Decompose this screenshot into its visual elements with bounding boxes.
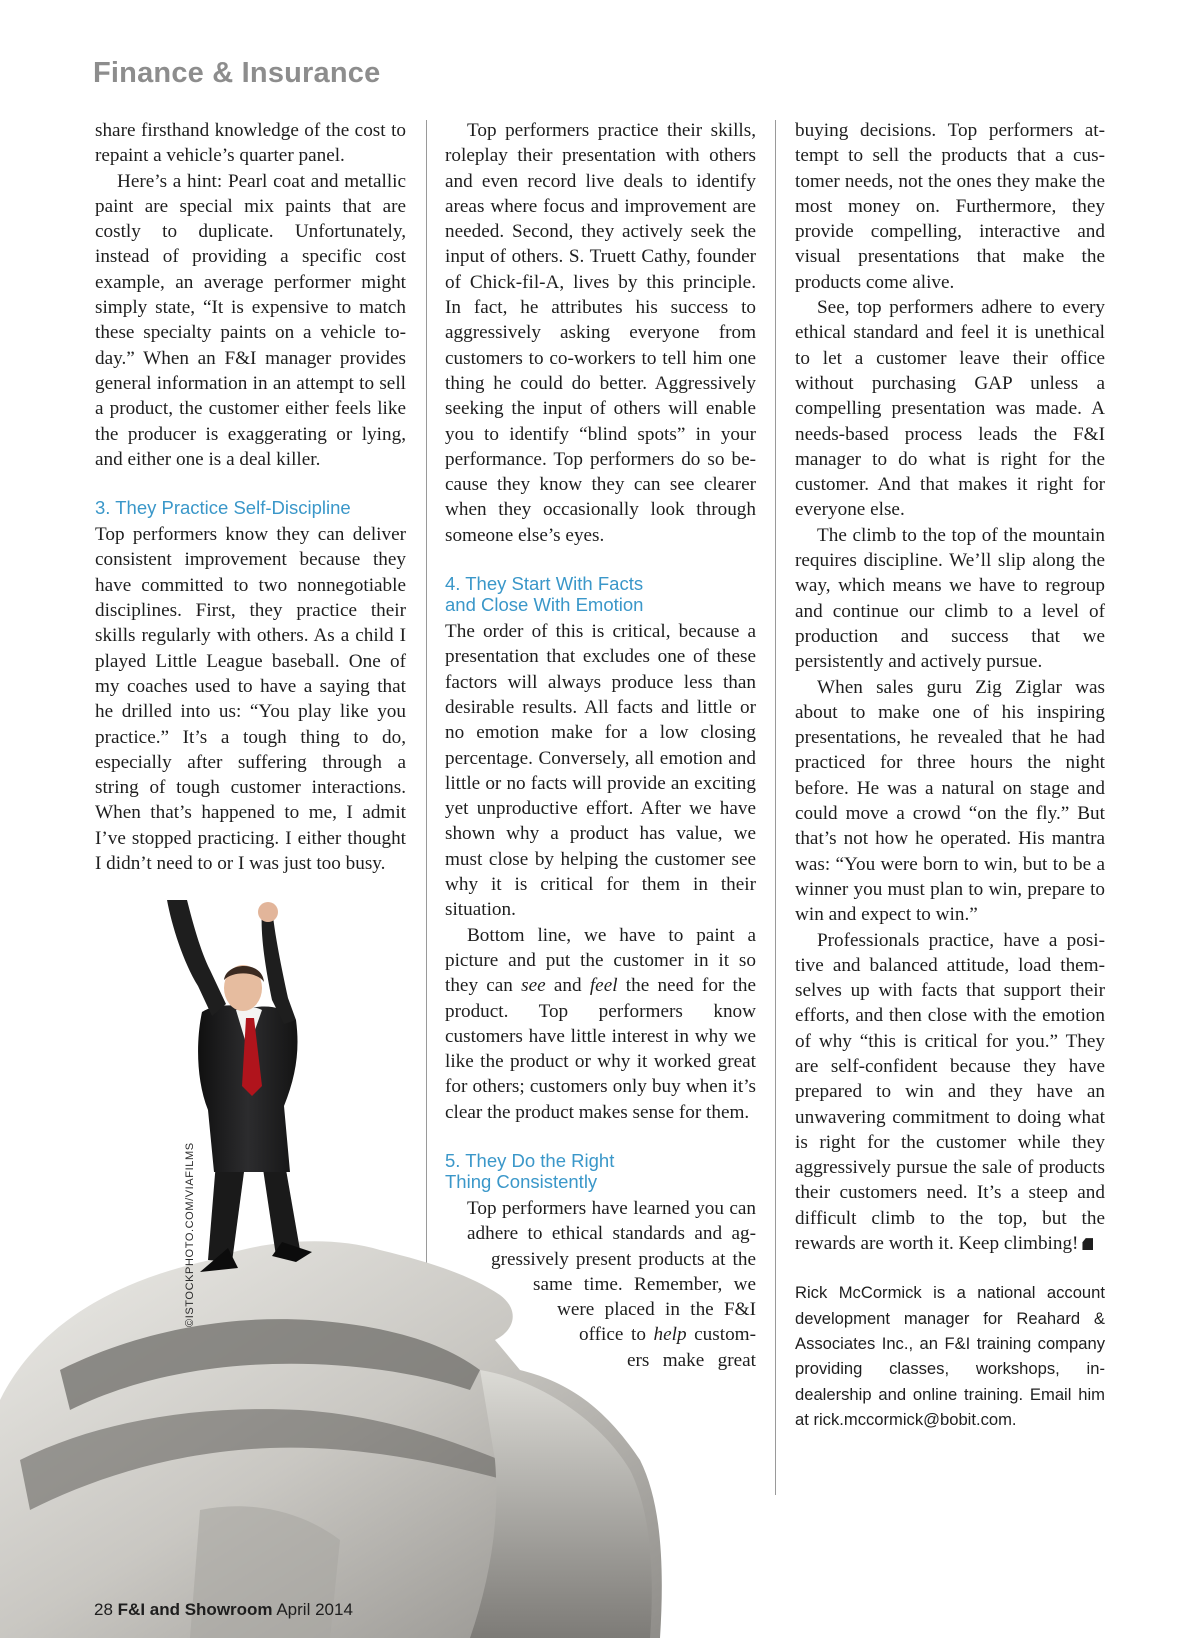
paragraph	[795, 928, 1105, 1257]
emphasis-see: see	[521, 975, 546, 997]
column-rule-right	[775, 120, 776, 1495]
text-line	[557, 1322, 756, 1347]
subhead-facts-emotion	[445, 573, 756, 615]
text-line: ers make great	[627, 1349, 756, 1371]
paragraph: The climb to the top of the mountain requires discipline. We’ll slip along the way, which means we have to regroup and continue our climb to a level of production and success that we persistently and actively pursue.	[795, 524, 1105, 673]
paragraph: The order of this is critical, because a presentation that excludes one of these factors will always produce less than desirable results. All facts and little or no emotion make for a low closing percentage. Conversely, all emotion and little or no facts will provide an exciting yet unproductive effort. After we have shown why a product has value, we must close by helping the customer see why it is critical for them in their situation.	[445, 621, 756, 921]
paragraph: When sales guru Zig Ziglar was about to make one of his inspiring presentations, he revealed that he had practiced for three hours the night before. He was a natural on stage and could move a crowd “on the fly.” But that’s not how he operated. His mantra was: “You were born to win, but to be a winner you must plan to win, prepare to win and expect to win.”	[795, 676, 1105, 926]
text-line: gressively present products at the	[491, 1248, 756, 1270]
text-line: same time. Remember, we	[533, 1273, 756, 1295]
text-run: Bottom line, we have to paint a picture and put the customer in it so they can	[445, 924, 756, 997]
photo-credit: ©ISTOCKPHOTO.COM/VIAFILMS	[184, 1142, 196, 1327]
paragraph: Here’s a hint: Pearl coat and metallic paint are special mix paints that are costly to duplicate. Unfortunately, instead of providing a specific cost example, an average performer might simply state, “It is expensive to match these specialty paints on a vehicle today.” When an F&I manager provides general information in an attempt to sell a product, the customer either feels like the producer is exaggerating or lying, and either one is a deal killer.	[95, 170, 406, 470]
section-title: Finance & Insurance	[93, 57, 381, 89]
publication-name: F&I and Showroom	[117, 1600, 273, 1619]
text-run: the need for the product. Top performers know customers have little interest in why we like the product or why it worked great for others; customers only buy when it’s clear the product makes sense for them.	[445, 975, 756, 1123]
issue-date: April 2014	[276, 1600, 353, 1619]
text-run: and	[545, 975, 590, 997]
emphasis-help: help	[653, 1324, 687, 1346]
subhead-line: 4. They Start With Facts	[445, 573, 644, 595]
subhead-right-thing	[445, 1150, 756, 1192]
text-run: custom-	[686, 1324, 756, 1346]
text-run: Professionals practice, have a positive and balanced attitude, load themselves up with facts that support their efforts, and then close with the emotion of why “this is critical for you.” They are self-confident because they have prepared to win and they have an unwavering commitment to doing what is right for the customer while they aggressively pursue the sale of products their customers need. It’s a steep and difficult climb to the top, but the rewards are worth it. Keep climbing!	[795, 929, 1105, 1255]
paragraph: See, top performers adhere to every ethical standard and feel it is unethical to let a customer leave their office without purchasing GAP unless a compelling presentation was made. A needs-based process leads the F&I manager to do what is right for the customer. And that makes it right for everyone else.	[795, 297, 1105, 521]
article-column-2	[445, 118, 756, 1373]
paragraph: Top performers practice their skills, roleplay their presentation with others and even record live deals to identify areas where focus and improvement are needed. Second, they actively seek the input of others. S. Truett Cathy, founder of Chick-fil-A, lives by this principle. In fact, he attributes his success to aggressively asking everyone from customers to co-workers to tell him one thing he could do better. Aggressively seeking the input of others will enable you to identify “blind spots” in your performance. Top performers do so because they know they can see clearer when they occasionally look through someone else’s eyes.	[445, 120, 756, 546]
article-column-1	[95, 118, 406, 876]
paragraph-runaround	[445, 1196, 756, 1373]
author-bio: Rick McCormick is a national account development manager for Reahard & Associates Inc., an F&I training company providing classes, workshops, in-dealership and online training. Email him at rick.mccormick@bobit.com.	[795, 1283, 1105, 1429]
page-footer	[94, 1600, 353, 1620]
text-line: Top performers have learned you can	[467, 1197, 756, 1219]
subhead-line: and Close With Emotion	[445, 594, 644, 616]
paragraph: share firsthand knowledge of the cost to repaint a vehicle’s quarter panel.	[95, 120, 406, 167]
text-line: were placed in the F&I	[557, 1299, 756, 1321]
subhead-line: Thing Consistently	[445, 1170, 598, 1192]
paragraph	[445, 923, 756, 1125]
text-line: adhere to ethical standards and ag-	[467, 1223, 756, 1245]
text-run: office to	[579, 1324, 654, 1346]
paragraph: Top performers know they can deliver consistent improvement because they have committed to two nonnegotiable disciplines. First, they practice their skills regularly with others. As a child I played Little League baseball. One of my coaches used to have a saying that he drilled into us: “You play like you practice.” It’s a tough thing to do, especially after suffering through a string of tough customer interactions. When that’s happened to me, I admit I’ve stopped practicing. I either thought I didn’t need to or I was just too busy.	[95, 524, 406, 875]
subhead-line: 5. They Do the Right	[445, 1149, 615, 1171]
end-of-story-icon	[1082, 1238, 1093, 1250]
page-number: 28	[94, 1600, 113, 1619]
paragraph: buying decisions. Top performers attempt to sell the products that a customer needs, not the ones they make the most money on. Furthermore, they provide compelling, interactive and visual presentations that make the products come alive.	[795, 120, 1105, 293]
subhead-self-discipline: 3. They Practice Self-Discipline	[95, 497, 351, 519]
emphasis-feel: feel	[589, 975, 618, 997]
article-column-3	[795, 118, 1105, 1432]
